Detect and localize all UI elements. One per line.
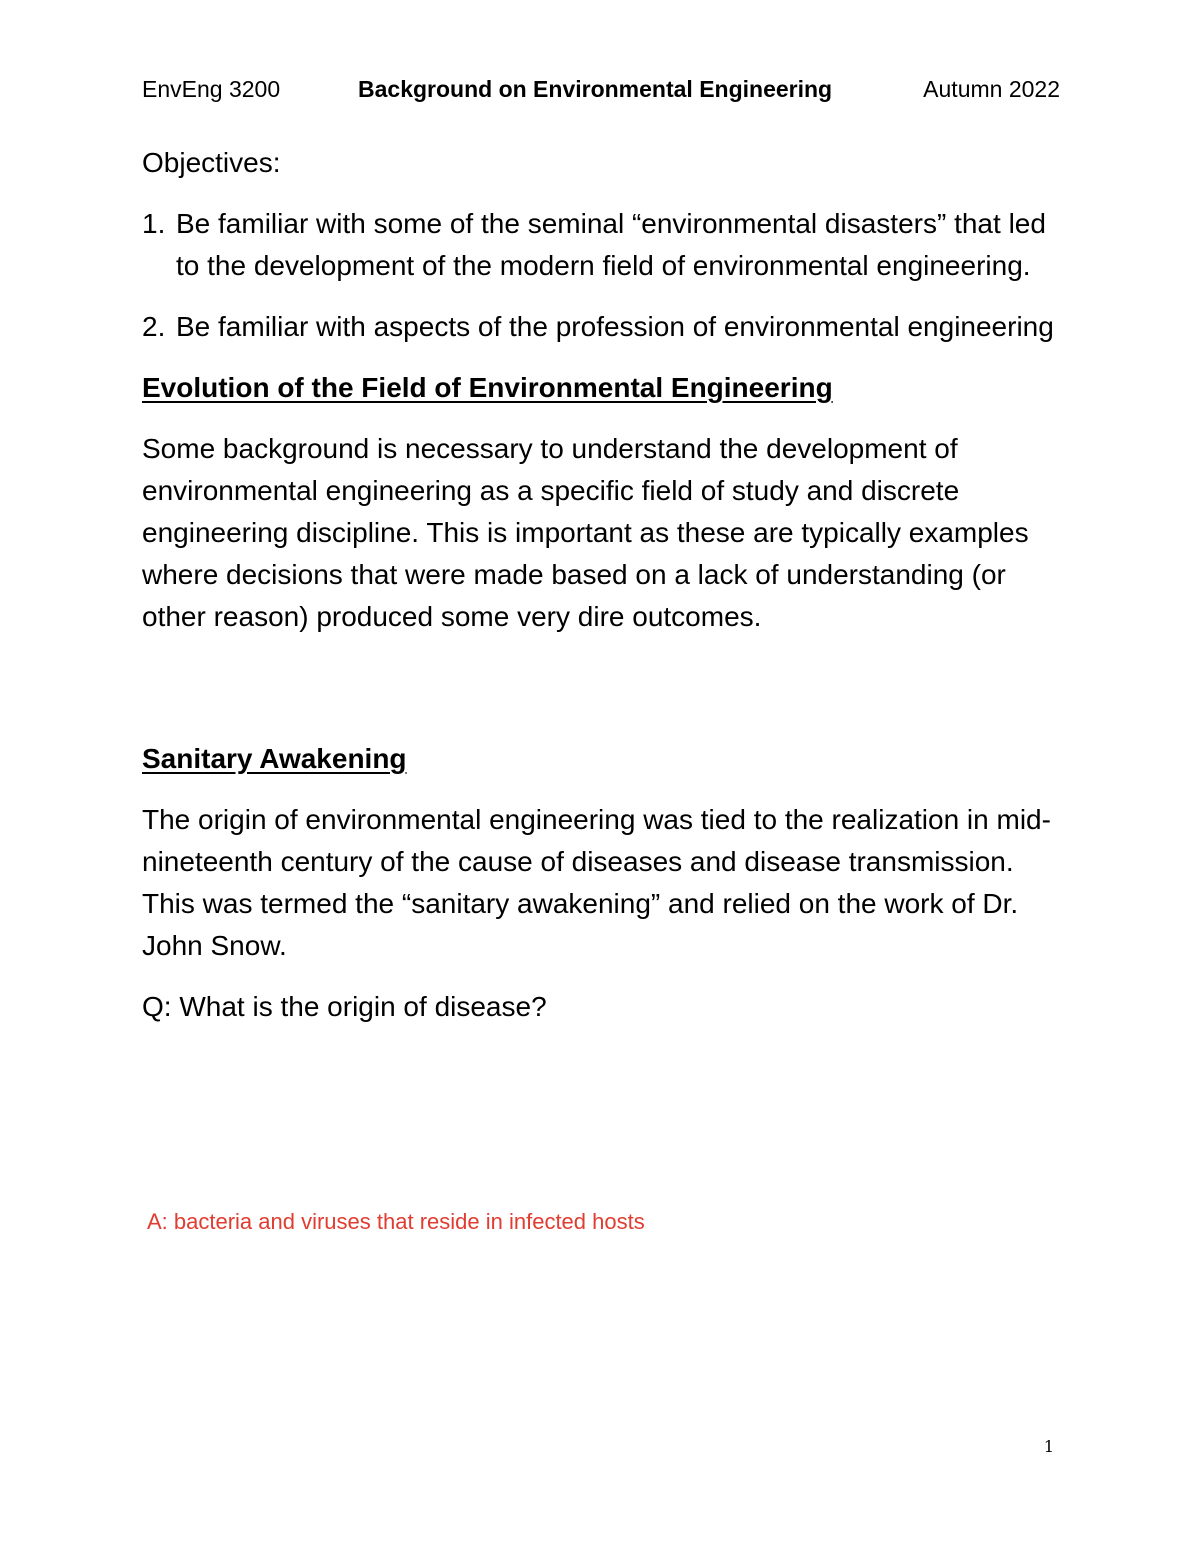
sanitary-heading: Sanitary Awakening (142, 743, 407, 774)
evolution-paragraph: Some background is necessary to understand the development of environmental engineering as a specific field of study and discrete engineering discipline. This is important as these are typically examples where decisions that were made based on a lack of understanding (or other reason) produced some very dire outcomes. (142, 433, 1029, 632)
sanitary-paragraph: The origin of environmental engineering was tied to the realization in mid-nineteenth century of the cause of diseases and disease transmission. This was termed the “sanitary awakening” and relied on the work of Dr. John Snow. (142, 804, 1051, 961)
objective-text: Be familiar with some of the seminal “environmental disasters” that led to the development of the modern field of environmental engineering. (176, 208, 1046, 281)
objective-number: 2. (142, 311, 166, 342)
term-label: Autumn 2022 (923, 76, 1060, 102)
objective-item (142, 306, 1072, 348)
objective-number: 1. (142, 208, 166, 239)
answer-text: A: bacteria and viruses that reside in infected hosts (147, 1209, 645, 1234)
question-text: Q: What is the origin of disease? (142, 991, 547, 1022)
objective-item (142, 203, 1072, 287)
objectives-heading: Objectives: (142, 147, 281, 178)
page-header (142, 72, 1060, 106)
document-body (142, 142, 1072, 1028)
objectives-list (142, 203, 1072, 348)
course-code: EnvEng 3200 (142, 76, 281, 102)
objective-text: Be familiar with aspects of the profession of environmental engineering (176, 311, 1054, 342)
document-title: Background on Environmental Engineering (358, 76, 833, 102)
page-number: 1 (1043, 1437, 1054, 1456)
section-spacer (142, 657, 1072, 738)
evolution-heading: Evolution of the Field of Environmental Engineering (142, 372, 833, 403)
